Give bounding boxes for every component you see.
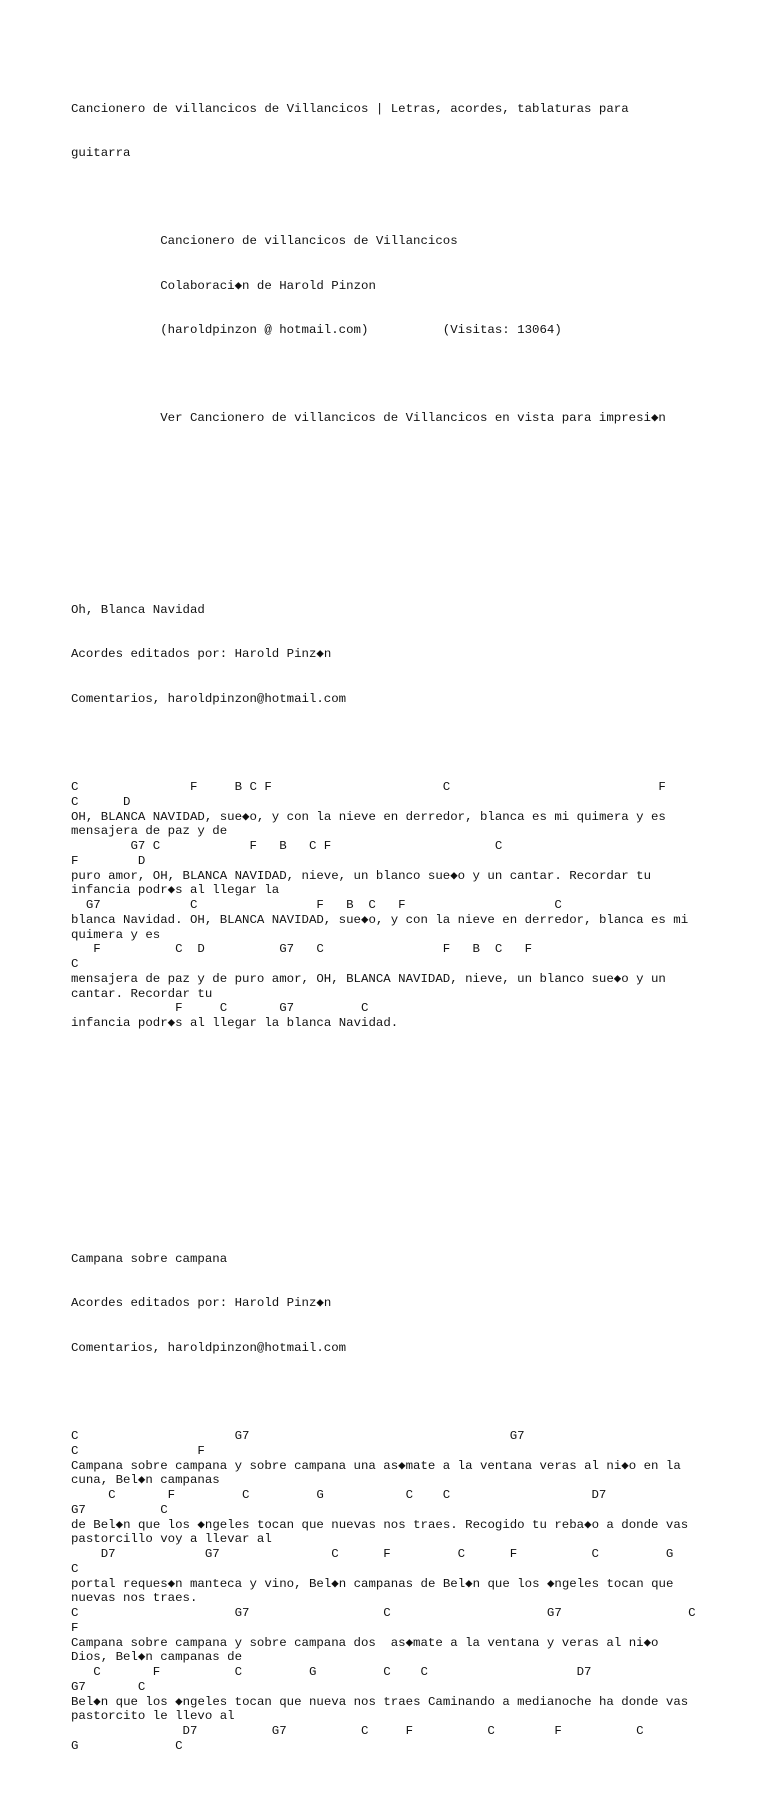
- song-line: portal reques◆n manteca y vino, Bel◆n campanas de Bel◆n que los ◆ngeles tocan que: [71, 1576, 674, 1591]
- song-title: Campana sobre campana: [71, 1252, 228, 1266]
- song-line: C F: [71, 1443, 205, 1458]
- song-block-blanca-navidad: [71, 574, 711, 1061]
- song-line: puro amor, OH, BLANCA NAVIDAD, nieve, un blanco sue◆o y un cantar. Recordar tu: [71, 868, 652, 883]
- song-comments: Comentarios, haroldpinzon@hotmail.com: [71, 691, 347, 706]
- song-line: infancia podr◆s al llegar la: [71, 883, 280, 898]
- songbook-title: Cancionero de villancicos de Villancicos: [71, 234, 458, 249]
- contact-visits-line: (haroldpinzon @ hotmail.com) (Visitas: 13064): [71, 322, 562, 337]
- song-line: G7 C F B C F C: [71, 898, 562, 912]
- song-line: C F B C F C F: [71, 780, 666, 794]
- print-view-link[interactable]: Ver Cancionero de villancicos de Villancicos en vista para impresi◆n: [71, 411, 666, 426]
- song-line: F C D G7 C F B C F: [71, 942, 533, 957]
- song-lines: [71, 1429, 711, 1754]
- song-line: C F C G C C D7: [71, 1488, 607, 1502]
- song-line: C D: [71, 794, 131, 809]
- song-line: quimera y es: [71, 927, 161, 942]
- song-line: Dios, Bel◆n campanas de: [71, 1650, 243, 1665]
- song-line: G C: [71, 1738, 183, 1753]
- page-heading-line-1: Cancionero de villancicos de Villancicos | Letras, acordes, tablaturas para: [71, 101, 629, 116]
- song-line: nuevas nos traes.: [71, 1591, 198, 1606]
- document-page: [71, 72, 711, 1798]
- song-line: F: [71, 1620, 79, 1635]
- song-line: Campana sobre campana y sobre campana dos as◆mate a la ventana y veras al ni◆o: [71, 1635, 659, 1650]
- song-line: D7 G7 C F C F C G: [71, 1547, 674, 1561]
- blank-line: [71, 1105, 711, 1120]
- song-line: F C G7 C: [71, 1001, 369, 1016]
- song-line: F D: [71, 853, 146, 868]
- collaborator-line: Colaboraci◆n de Harold Pinzon: [71, 278, 376, 293]
- song-line: pastorcillo voy a llevar al: [71, 1532, 272, 1547]
- song-line: G7 C: [71, 1679, 146, 1694]
- blank-line: [71, 190, 711, 205]
- song-line: C G7 C G7 C: [71, 1606, 696, 1620]
- blank-line: [71, 736, 711, 751]
- page-heading-line-2: guitarra: [71, 145, 131, 160]
- song-line: infancia podr◆s al llegar la blanca Navidad.: [71, 1016, 399, 1030]
- blank-line: [71, 500, 711, 515]
- song-block-campana-sobre-campana: [71, 1223, 711, 1784]
- song-line: mensajera de paz y de puro amor, OH, BLANCA NAVIDAD, nieve, un blanco sue◆o y un: [71, 971, 666, 986]
- song-line: C G7 G7: [71, 1429, 525, 1443]
- song-editor: Acordes editados por: Harold Pinz◆n: [71, 1296, 332, 1311]
- song-line: de Bel◆n que los ◆ngeles tocan que nuevas nos traes. Recogido tu reba◆o a donde vas: [71, 1517, 689, 1532]
- song-line: G7 C: [71, 1502, 168, 1517]
- blank-line: [71, 1385, 711, 1400]
- blank-line: [71, 456, 711, 471]
- song-line: OH, BLANCA NAVIDAD, sue◆o, y con la nieve en derredor, blanca es mi quimera y es: [71, 809, 666, 824]
- blank-line: [71, 367, 711, 382]
- song-line: blanca Navidad. OH, BLANCA NAVIDAD, sue◆o, y con la nieve en derredor, blanca es mi: [71, 912, 689, 927]
- song-line: Bel◆n que los ◆ngeles tocan que nueva nos traes Caminando a medianoche ha donde vas: [71, 1694, 689, 1709]
- song-line: pastorcito le llevo al: [71, 1709, 235, 1724]
- song-line: C: [71, 957, 79, 971]
- song-lines: [71, 780, 711, 1031]
- song-line: Campana sobre campana y sobre campana una as◆mate a la ventana veras al ni◆o en la: [71, 1458, 681, 1473]
- song-line: mensajera de paz y de: [71, 824, 228, 839]
- song-line: D7 G7 C F C F C: [71, 1724, 644, 1738]
- song-line: cuna, Bel◆n campanas: [71, 1473, 220, 1488]
- song-editor: Acordes editados por: Harold Pinz◆n: [71, 647, 332, 662]
- blank-line: [71, 1149, 711, 1164]
- song-line: cantar. Recordar tu: [71, 986, 213, 1001]
- song-line: G7 C F B C F C: [71, 839, 503, 853]
- song-title: Oh, Blanca Navidad: [71, 603, 205, 617]
- song-comments: Comentarios, haroldpinzon@hotmail.com: [71, 1340, 347, 1355]
- song-line: C F C G C C D7: [71, 1665, 592, 1679]
- song-line: C: [71, 1561, 79, 1576]
